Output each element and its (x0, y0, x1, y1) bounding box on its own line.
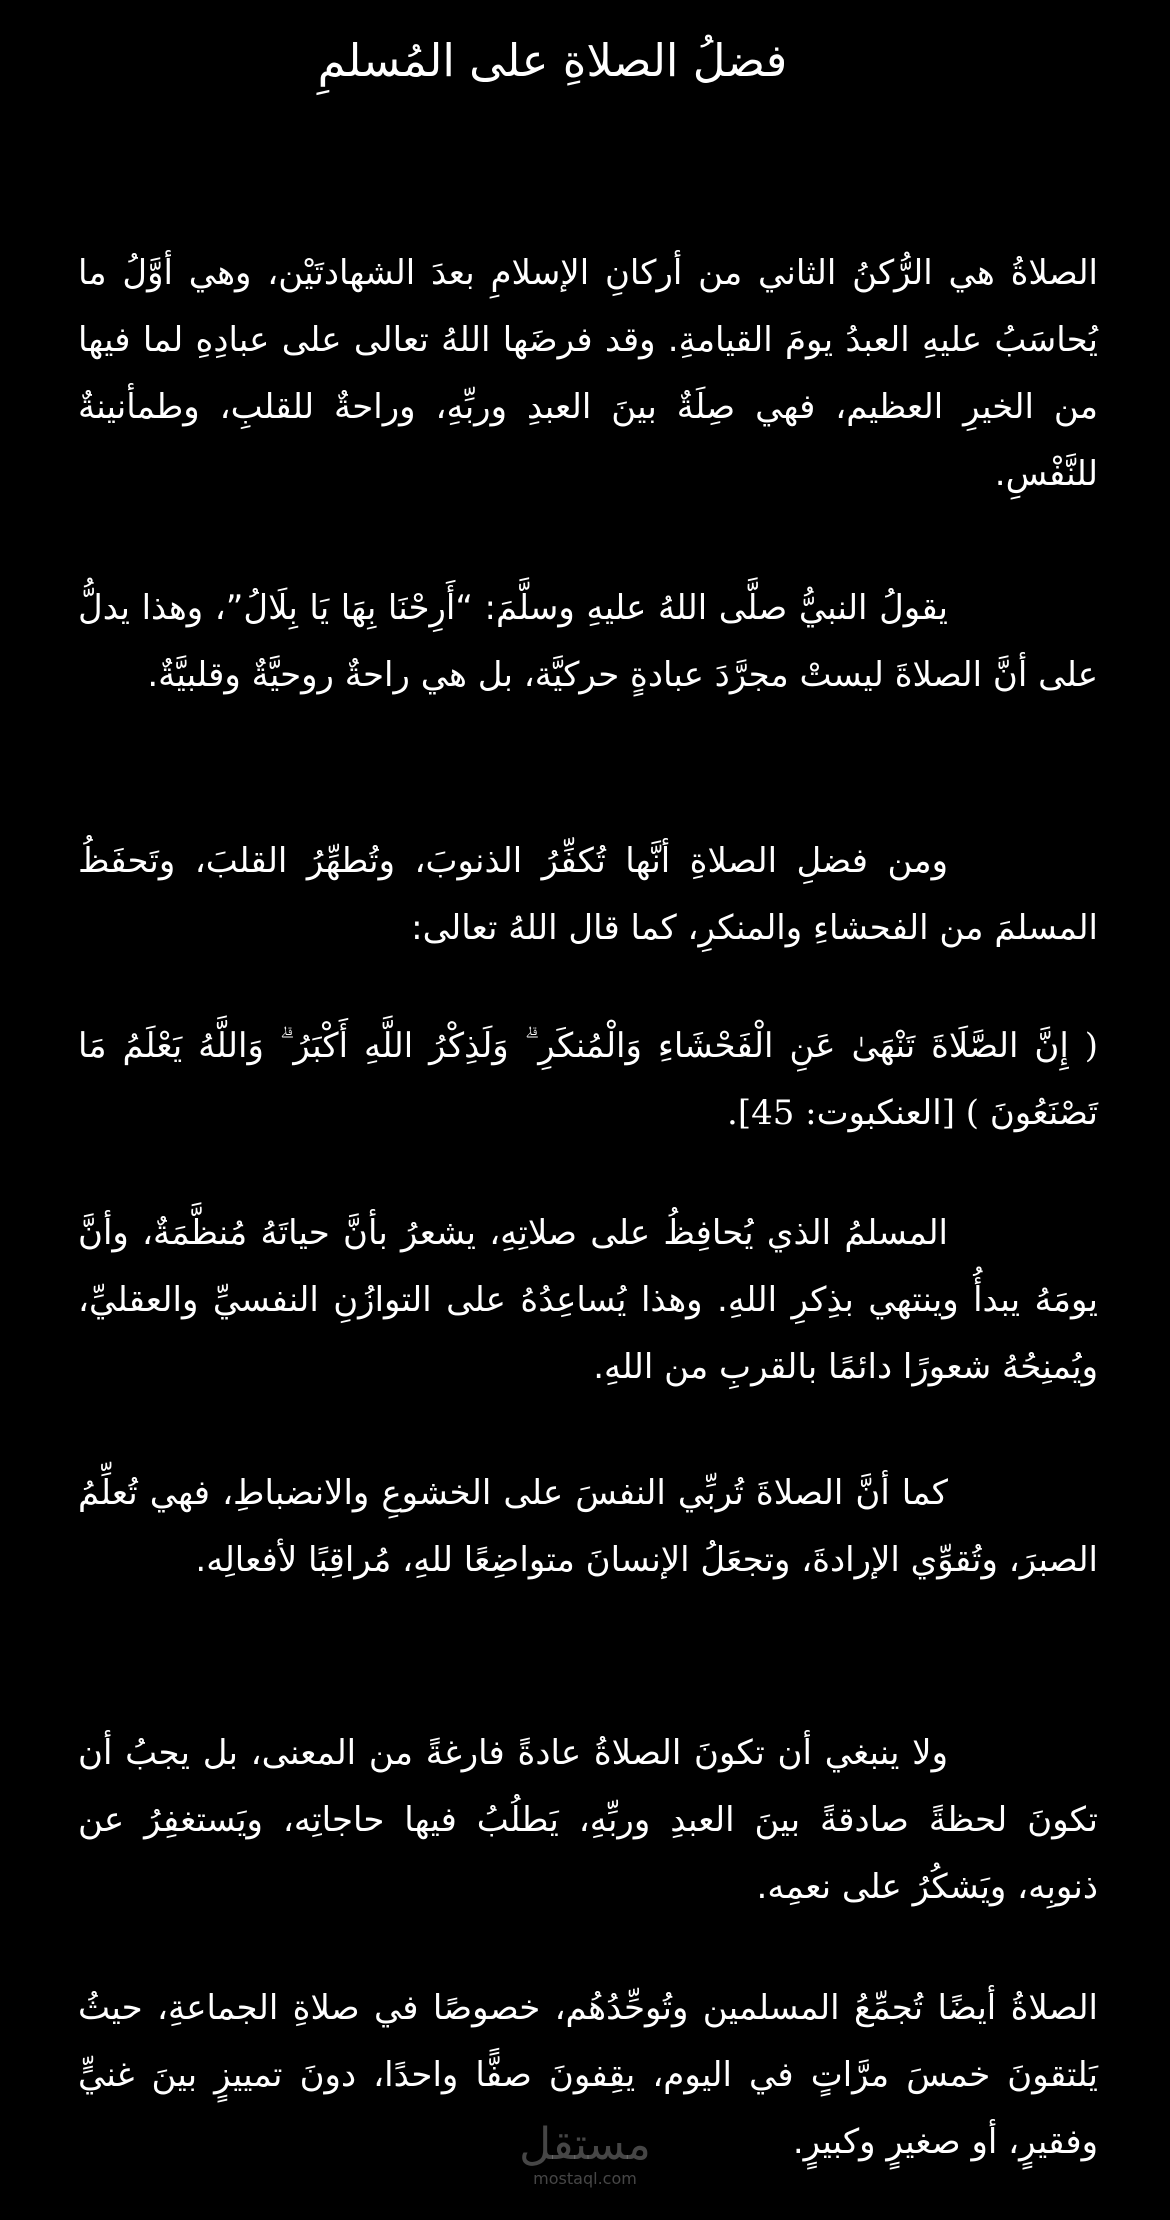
paragraph-discipline: كما أنَّ الصلاةَ تُربِّي النفسَ على الخشوعِ والانضباطِ، فهي تُعلِّمُ الصبرَ، وتُقوِّي الإرادةَ، وتجعَلُ الإنسانَ متواضِعًا للهِ، مُراقِبًا لأفعالِه. (78, 1473, 1098, 1580)
paragraph-virtue: ومن فضلِ الصلاةِ أنَّها تُكفِّرُ الذنوبَ، وتُطهِّرُ القلبَ، وتَحفَظُ المسلمَ من الفحشاءِ والمنكرِ، كما قال اللهُ تعالى: (78, 841, 1098, 948)
paragraph-hadith: يقولُ النبيُّ صلَّى اللهُ عليهِ وسلَّمَ: “أَرِحْنَا بِهَا يَا بِلَالُ”، وهذا يدلُّ على أنَّ الصلاةَ ليستْ مجرَّدَ عبادةٍ حركيَّة، بل هي راحةٌ روحيَّةٌ وقلبيَّةٌ. (78, 588, 1098, 695)
quran-verse: ( إِنَّ الصَّلَاةَ تَنْهَىٰ عَنِ الْفَحْشَاءِ وَالْمُنكَرِ ۗ وَلَذِكْرُ اللَّهِ أَكْبَرُ ۗ وَاللَّهُ يَعْلَمُ مَا تَصْنَعُونَ ) [العنكبوت: 45]. (78, 1026, 1098, 1133)
paragraph-organization: المسلمُ الذي يُحافِظُ على صلاتِهِ، يشعرُ بأنَّ حياتَهُ مُنظَّمَةٌ، وأنَّ يومَهُ يبدأُ وينتهي بذِكرِ اللهِ. وهذا يُساعِدُهُ على التوازُنِ النفسيِّ والعقليِّ، ويُمنِحُهُ شعورًا دائمًا بالقربِ من اللهِ. (78, 1213, 1098, 1387)
paragraph-definition: الصلاةُ هي الرُّكنُ الثاني من أركانِ الإسلامِ بعدَ الشهادتَيْن، وهي أوَّلُ ما يُحاسَبُ عليهِ العبدُ يومَ القيامةِ. وقد فرضَها اللهُ تعالى على عبادِهِ لما فيها من الخيرِ العظيم، فهي صِلَةٌ بينَ العبدِ وربِّهِ، وراحةٌ للقلبِ، وطمأنينةٌ للنَّفْسِ. (78, 253, 1098, 494)
paragraph-unity: الصلاةُ أيضًا تُجمِّعُ المسلمين وتُوحِّدُهُم، خصوصًا في صلاةِ الجماعةِ، حيثُ يَلتقونَ خمسَ مرَّاتٍ في اليوم، يقِفونَ صفًّا واحدًا، دونَ تمييزٍ بينَ غنيٍّ وفقيرٍ، أو صغيرٍ وكبيرٍ. (78, 1988, 1098, 2162)
document-title: فضلُ الصلاةِ على المُسلمِ (317, 34, 788, 87)
watermark-url: mostaql.com (533, 2169, 637, 2188)
paragraph-meaning: ولا ينبغي أن تكونَ الصلاةُ عادةً فارغةً من المعنى، بل يجبُ أن تكونَ لحظةً صادقةً بينَ العبدِ وربِّهِ، يَطلُبُ فيها حاجاتِه، ويَستغفِرُ عن ذنوبِه، ويَشكُرُ على نعمِه. (78, 1733, 1098, 1907)
watermark-text: مستقل (519, 2119, 651, 2170)
